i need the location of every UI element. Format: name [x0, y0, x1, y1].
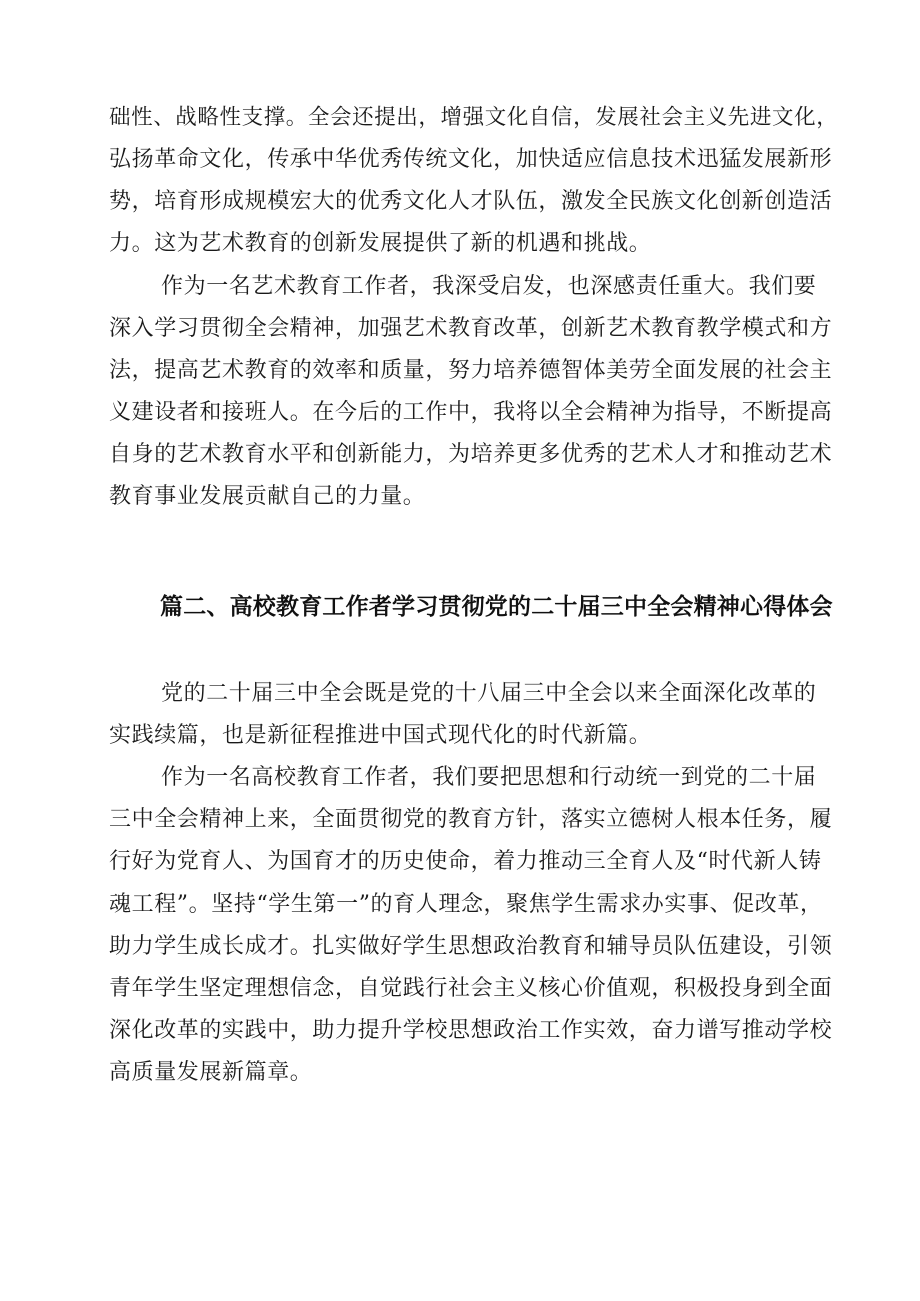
paragraph-line: 助力学生成长成才。扎实做好学生思想政治教育和辅导员队伍建设，引领: [109, 934, 833, 959]
paragraph-line: 行好为党育人、为国育才的历史使命，着力推动三全育人及“时代新人铸: [109, 849, 822, 874]
paragraph-line: 深入学习贯彻全会精神，加强艺术教育改革，创新艺术教育教学模式和方: [109, 316, 833, 341]
paragraph-line: 法，提高艺术教育的效率和质量，努力培养德智体美劳全面发展的社会主: [109, 358, 833, 383]
paragraph-line: 义建设者和接班人。在今后的工作中，我将以全会精神为指导，不断提高: [109, 400, 833, 425]
paragraph-line: 自身的艺术教育水平和创新能力，为培养更多优秀的艺术人才和推动艺术: [109, 442, 833, 467]
paragraph-line: 作为一名高校教育工作者，我们要把思想和行动统一到党的二十届: [161, 765, 817, 790]
paragraph-line: 党的二十届三中全会既是党的十八届三中全会以来全面深化改革的: [161, 681, 817, 706]
paragraph-line: 力。这为艺术教育的创新发展提供了新的机遇和挑战。: [109, 231, 652, 256]
paragraph-line: 魂工程”。坚持“学生第一”的育人理念，聚焦学生需求办实事、促改革，: [109, 892, 823, 917]
paragraph-line: 高质量发展新篇章。: [109, 1060, 313, 1085]
paragraph-line: 础性、战略性支撑。全会还提出，增强文化自信，发展社会主义先进文化，: [109, 105, 839, 130]
paragraph-line: 势，培育形成规模宏大的优秀文化人才队伍，激发全民族文化创新创造活: [109, 189, 833, 214]
paragraph-line: 三中全会精神上来，全面贯彻党的教育方针，落实立德树人根本任务，履: [109, 807, 833, 832]
paragraph-line: 作为一名艺术教育工作者，我深受启发，也深感责任重大。我们要: [161, 274, 817, 299]
paragraph-line: 青年学生坚定理想信念，自觉践行社会主义核心价值观，积极投身到全面: [109, 976, 833, 1001]
paragraph-line: 教育事业发展贡献自己的力量。: [109, 484, 426, 509]
paragraph-line: 弘扬革命文化，传承中华优秀传统文化，加快适应信息技术迅猛发展新形: [109, 147, 833, 172]
section-heading: 篇二、高校教育工作者学习贯彻党的二十届三中全会精神心得体会: [160, 594, 833, 620]
paragraph-line: 实践续篇，也是新征程推进中国式现代化的时代新篇。: [109, 723, 652, 748]
paragraph-line: 深化改革的实践中，助力提升学校思想政治工作实效，奋力谱写推动学校: [109, 1018, 833, 1043]
